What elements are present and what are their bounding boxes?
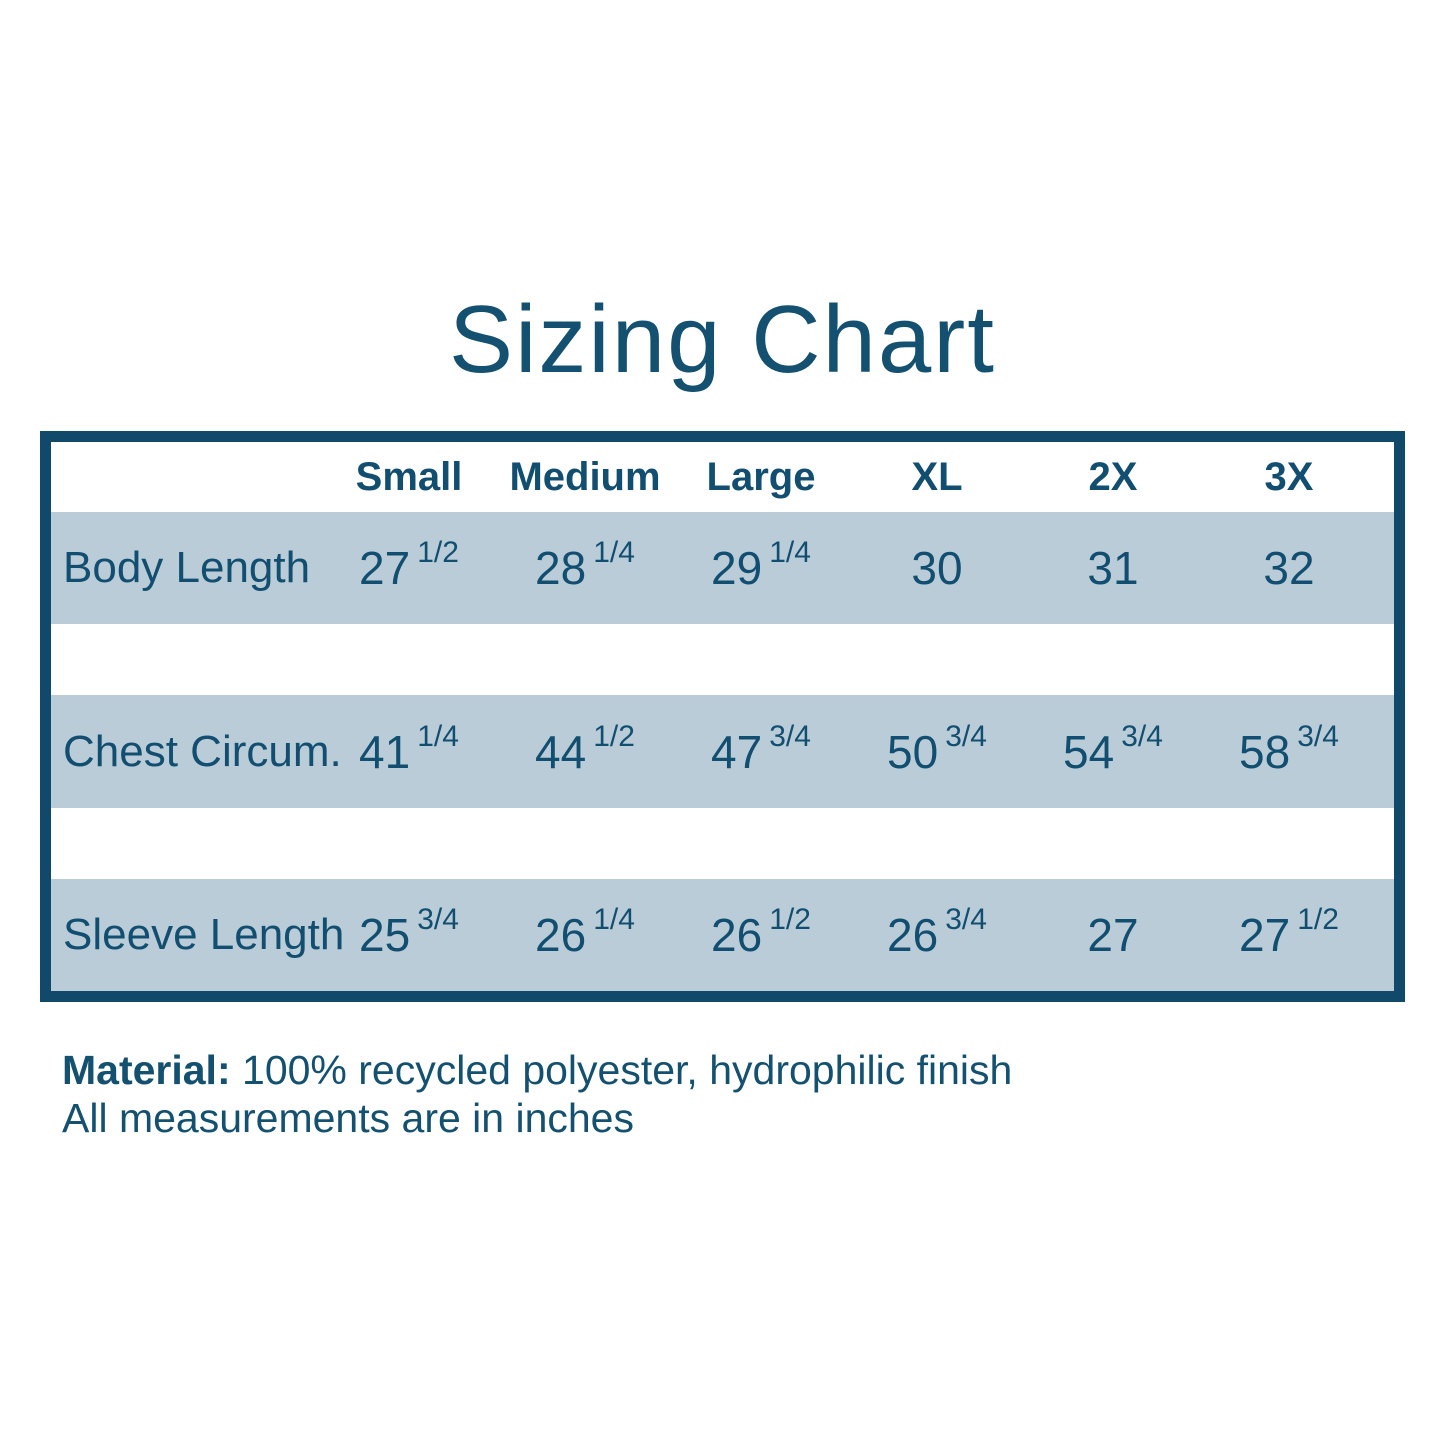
chest-circum-xl bbox=[849, 719, 1025, 779]
value-whole: 26 bbox=[887, 909, 939, 961]
value-whole: 25 bbox=[359, 909, 411, 961]
chest-circum-small bbox=[321, 719, 497, 779]
chest-circum-large bbox=[673, 719, 849, 779]
sizing-table bbox=[40, 431, 1405, 1002]
value-fraction: 1/2 bbox=[1297, 903, 1339, 936]
value-fraction: 3/4 bbox=[417, 903, 459, 936]
value-fraction: 1/2 bbox=[417, 536, 459, 569]
value-fraction: 1/4 bbox=[417, 719, 459, 753]
value-fraction: 3/4 bbox=[945, 719, 987, 753]
value-whole: 32 bbox=[1263, 542, 1315, 594]
value-whole: 27 bbox=[359, 542, 411, 594]
value-whole: 27 bbox=[1239, 909, 1291, 961]
value-fraction: 3/4 bbox=[1297, 719, 1339, 753]
value-fraction: 1/2 bbox=[593, 719, 635, 753]
measurement-note: All measurements are in inches bbox=[62, 1095, 634, 1141]
value-whole: 27 bbox=[1087, 909, 1139, 961]
sleeve-length-large bbox=[673, 903, 849, 962]
value-whole: 41 bbox=[359, 725, 411, 778]
chest-circum-medium bbox=[497, 719, 673, 779]
spacer-row bbox=[51, 808, 1394, 879]
value-fraction: 1/4 bbox=[593, 536, 635, 569]
material-line bbox=[62, 1046, 1012, 1094]
value-whole: 29 bbox=[711, 542, 763, 594]
row-label-sleeve-length: Sleeve Length bbox=[63, 910, 345, 959]
column-header-small: Small bbox=[355, 454, 463, 499]
material-label: Material: bbox=[62, 1047, 231, 1093]
body-length-medium bbox=[497, 536, 673, 595]
body-length-xl bbox=[849, 541, 1025, 595]
value-fraction: 1/4 bbox=[769, 536, 811, 569]
page-title: Sizing Chart bbox=[449, 286, 996, 393]
value-whole: 54 bbox=[1063, 725, 1115, 778]
row-label-chest-circum: Chest Circum. bbox=[63, 726, 342, 776]
column-header-xl: XL bbox=[911, 454, 963, 499]
value-whole: 31 bbox=[1087, 542, 1139, 594]
value-whole: 26 bbox=[711, 909, 763, 961]
sleeve-length-3x bbox=[1201, 903, 1377, 962]
chest-circum-3x bbox=[1201, 719, 1377, 779]
value-fraction: 1/2 bbox=[769, 903, 811, 936]
value-whole: 30 bbox=[911, 542, 963, 594]
column-header-medium: Medium bbox=[509, 454, 661, 499]
body-length-2x bbox=[1025, 541, 1201, 595]
value-whole: 26 bbox=[535, 909, 587, 961]
sleeve-length-2x bbox=[1025, 908, 1201, 962]
value-whole: 28 bbox=[535, 542, 587, 594]
table-row-sleeve-length bbox=[51, 879, 1394, 991]
value-fraction: 3/4 bbox=[945, 903, 987, 936]
table-row-chest-circum bbox=[51, 695, 1394, 808]
footer-notes bbox=[62, 1046, 1012, 1142]
table-row-body-length bbox=[51, 512, 1394, 624]
spacer-row bbox=[51, 624, 1394, 695]
material-value: 100% recycled polyester, hydrophilic finish bbox=[242, 1047, 1013, 1093]
sleeve-length-xl bbox=[849, 903, 1025, 962]
column-header-large: Large bbox=[706, 454, 816, 499]
sleeve-length-small bbox=[321, 903, 497, 962]
row-label-body-length: Body Length bbox=[63, 543, 311, 592]
column-header-2x: 2X bbox=[1088, 454, 1138, 499]
sleeve-length-medium bbox=[497, 903, 673, 962]
value-fraction: 3/4 bbox=[1121, 719, 1163, 753]
column-header-3x: 3X bbox=[1264, 454, 1314, 499]
body-length-3x bbox=[1201, 541, 1377, 595]
value-whole: 47 bbox=[711, 725, 763, 778]
value-fraction: 3/4 bbox=[769, 719, 811, 753]
body-length-large bbox=[673, 536, 849, 595]
value-fraction: 1/4 bbox=[593, 903, 635, 936]
body-length-small bbox=[321, 536, 497, 595]
chest-circum-2x bbox=[1025, 719, 1201, 779]
table-header-row bbox=[51, 442, 1394, 512]
value-whole: 44 bbox=[535, 725, 587, 778]
value-whole: 58 bbox=[1239, 725, 1291, 778]
value-whole: 50 bbox=[887, 725, 939, 778]
